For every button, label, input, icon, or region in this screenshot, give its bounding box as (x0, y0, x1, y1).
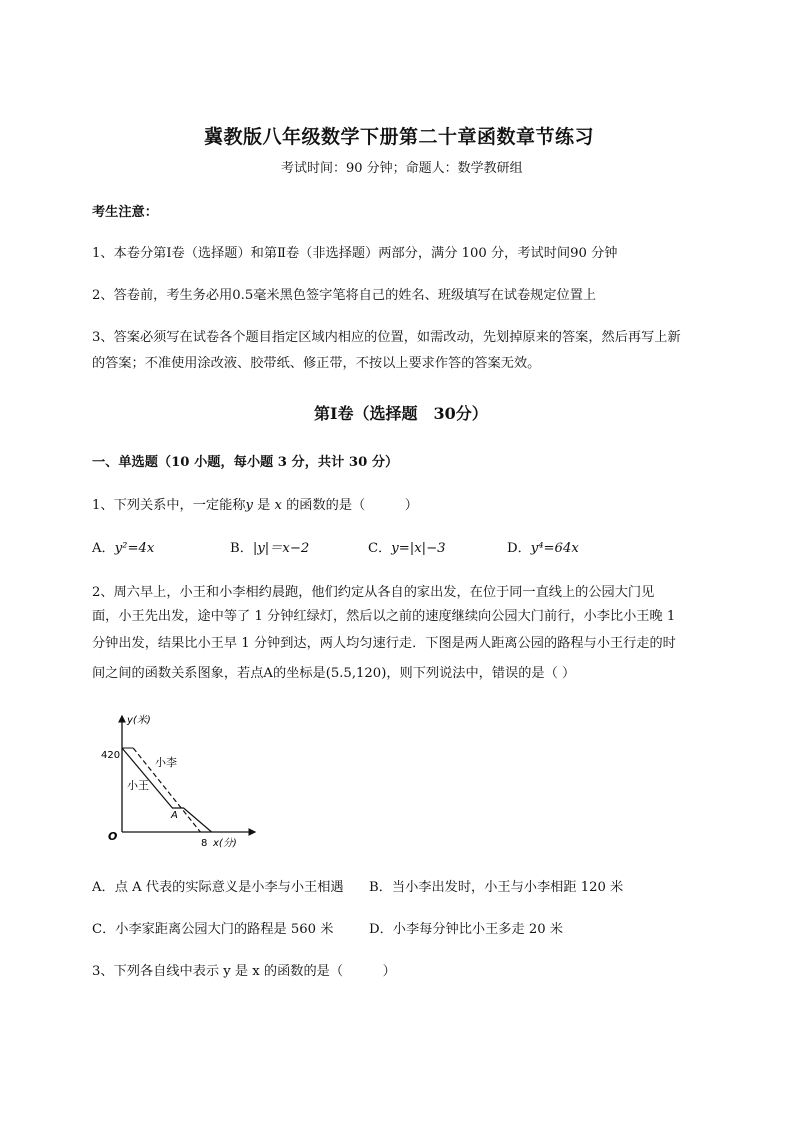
q1-option-b[interactable] (230, 537, 309, 556)
option-expr: y⁴=64x (530, 541, 579, 556)
q2-graph (95, 708, 275, 858)
q2-option-c[interactable]: C．小李家距离公园大门的路程是 560 米 (92, 922, 334, 937)
q2-line-1: 2、周六早上，小王和小李相约晨跑，他们约定从各自的家出发，在位于同一直线上的公园大门见 (92, 585, 655, 600)
notice-heading: 考生注意： (92, 205, 158, 220)
q1-option-a[interactable] (92, 537, 154, 556)
option-label: A． (92, 541, 115, 556)
q1-stem-a: 1、下列关系中，一定能称 (92, 498, 246, 513)
series-label-wang: 小王 (127, 779, 149, 792)
q2-line-2: 面，小王先出发，途中等了 1 分钟红绿灯，然后以之前的速度继续向公园大门前行，小李比小王晚 1 (92, 609, 676, 624)
page-title: 冀教版八年级数学下册第二十章函数章节练习 (204, 126, 595, 148)
option-label: D． (507, 541, 531, 556)
y-tick-420: 420 (101, 750, 121, 761)
notice-item-1: 1、本卷分第Ⅰ卷（选择题）和第Ⅱ卷（非选择题）两部分，满分 100 分，考试时间90 分钟 (92, 246, 618, 261)
q1-stem-b: 是 (252, 498, 275, 513)
part1-heading: 一、单选题（10 小题，每小题 3 分，共计 30 分） (92, 455, 399, 470)
option-expr: y=|x|−3 (391, 541, 446, 556)
option-label: B． (230, 541, 253, 556)
y-axis-label: y(米) (127, 715, 151, 726)
q1-option-c[interactable] (368, 537, 446, 556)
option-label: C． (368, 541, 392, 556)
option-expr: |y|＝x−2 (252, 541, 310, 556)
exam-subtitle: 考试时间：90 分钟；命题人：数学教研组 (281, 161, 523, 176)
q1-stem (92, 494, 418, 513)
notice-item-3-line1: 3、答案必须写在试卷各个题目指定区域内相应的位置，如需改动，先划掉原来的答案，然后再写上新 (92, 330, 681, 345)
point-a-label: A (171, 810, 178, 821)
x-axis-label: x(分) (213, 838, 237, 849)
q1-var-x: x (274, 498, 282, 513)
notice-item-2: 2、答卷前，考生务必用0.5毫米黑色签字笔将自己的姓名、班级填写在试卷规定位置上 (92, 288, 597, 303)
q2-option-b[interactable]: B．当小李出发时，小王与小李相距 120 米 (369, 880, 624, 895)
origin-label: O (108, 830, 118, 843)
q2-option-a[interactable]: A．点 A 代表的实际意义是小李与小王相遇 (92, 880, 344, 895)
q2-option-d[interactable]: D．小李每分钟比小王多走 20 米 (369, 922, 563, 937)
q1-option-d[interactable] (507, 537, 579, 556)
q1-var-y: y (245, 498, 253, 513)
option-expr: y²=4x (114, 541, 155, 556)
notice-item-3-line2: 的答案；不准使用涂改液、胶带纸、修正带，不按以上要求作答的答案无效。 (92, 356, 541, 371)
series-label-li: 小李 (155, 756, 177, 769)
q2-line-3: 分钟出发，结果比小王早 1 分钟到达，两人均匀速行走．下图是两人距离公园的路程与小王行走的时 (92, 636, 676, 651)
q3-stem: 3、下列各自线中表示 y 是 x 的函数的是（ ） (92, 964, 396, 979)
q1-stem-c: 的函数的是（ ） (281, 498, 418, 513)
x-tick-8: 8 (201, 838, 208, 849)
section-title: 第Ⅰ卷（选择题 30分） (314, 404, 488, 423)
q2-line-4: 间之间的函数关系图象，若点A的坐标是(5.5,120)，则下列说法中，错误的是（ ） (92, 666, 576, 681)
